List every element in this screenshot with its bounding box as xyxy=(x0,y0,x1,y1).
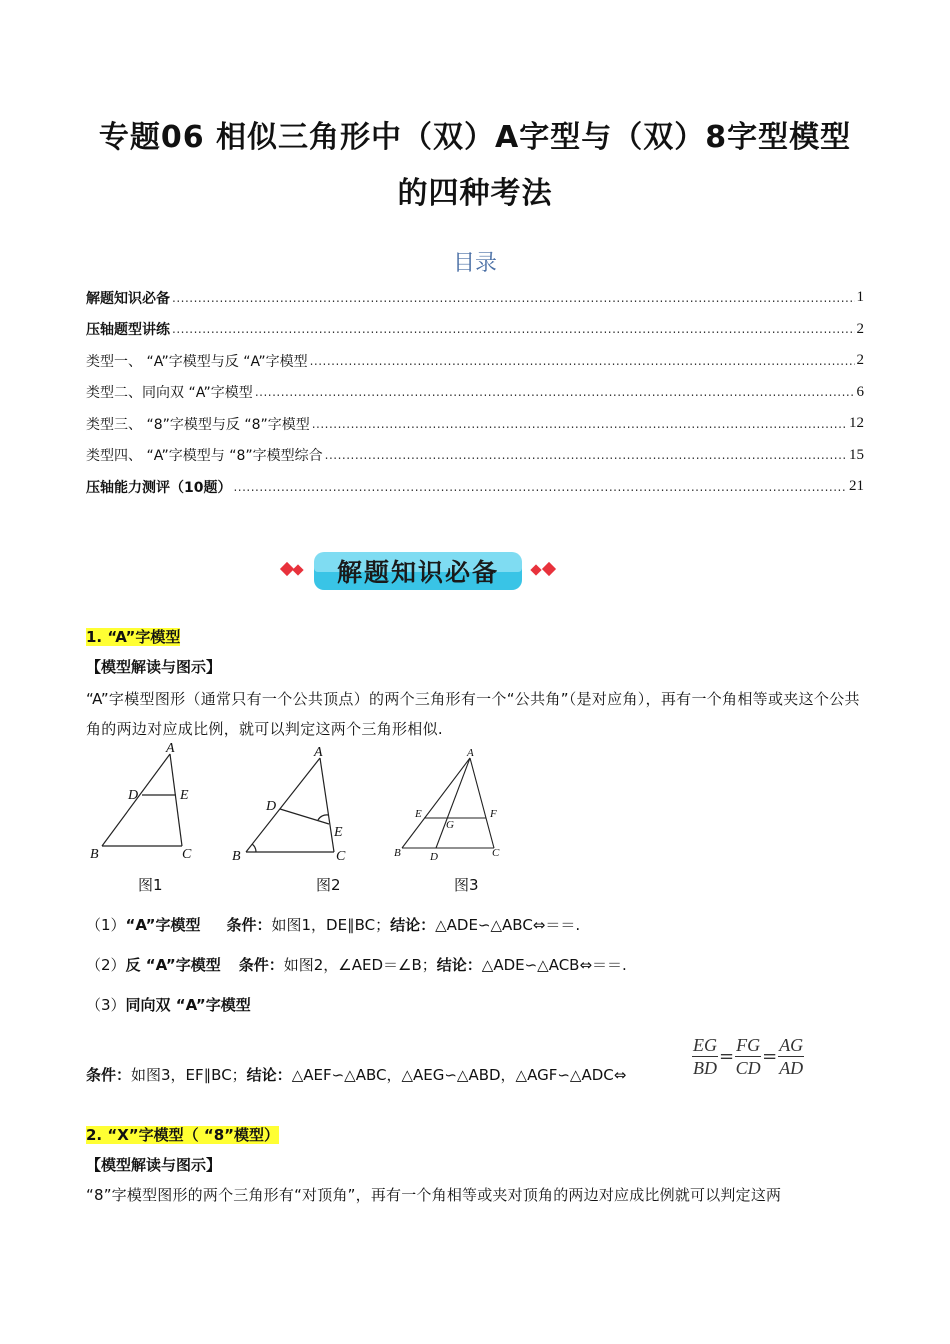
fraction-numerator: FG xyxy=(736,1035,761,1055)
toc-entry[interactable] xyxy=(86,471,864,503)
toc-leader xyxy=(310,354,855,368)
fig3-label: E xyxy=(415,808,422,820)
toc-entry-label: 类型四、 “A”字模型与 “8”字模型综合 xyxy=(86,448,323,465)
fig1-label: B xyxy=(90,847,99,862)
fig3-segment-ad xyxy=(436,758,470,848)
fig2-label: B xyxy=(232,849,241,864)
toc-entry-page: 1 xyxy=(856,289,864,306)
figure-3-caption: 图3 xyxy=(454,876,479,894)
figure-1 xyxy=(88,740,208,868)
diamond-icon xyxy=(542,562,556,576)
section2-heading: 2. “X”字模型（ “8”模型） xyxy=(86,1126,280,1144)
item-prefix: （2） xyxy=(86,956,126,974)
toc-entry[interactable] xyxy=(86,345,864,377)
table-of-contents xyxy=(86,282,864,503)
figure-1-caption: 图1 xyxy=(138,876,163,894)
equals-sign: = xyxy=(762,1046,778,1067)
toc-entry[interactable] xyxy=(86,282,864,314)
item-name: 同向双 “A”字模型 xyxy=(125,996,251,1014)
item-condition-label: 条件： xyxy=(226,916,272,934)
fig2-label: E xyxy=(334,825,343,840)
toc-leader xyxy=(172,322,855,336)
toc-entry-label: 类型一、 “A”字模型与反 “A”字模型 xyxy=(86,353,308,370)
fraction xyxy=(778,1034,804,1079)
toc-entry-page: 2 xyxy=(856,352,864,369)
fig2-label: D xyxy=(266,799,277,814)
toc-leader xyxy=(255,385,855,399)
fraction-denominator: CD xyxy=(735,1058,761,1078)
model-item-2 xyxy=(86,954,866,975)
fig3-label: G xyxy=(446,819,454,831)
figure-2-caption: 图2 xyxy=(316,876,341,894)
fraction-denominator: BD xyxy=(693,1058,717,1078)
fig1-label: A xyxy=(166,741,175,756)
fig3-side-ac xyxy=(470,758,494,848)
fig3-label: C xyxy=(492,847,500,859)
toc-leader xyxy=(233,480,847,494)
ratio-equation xyxy=(692,1034,804,1079)
figure-2 xyxy=(228,744,358,868)
section1-paragraph: “A”字模型图形（通常只有一个公共顶点）的两个三角形有一个“公共角”（是对应角），再有一个角相等或夹这个公共角的两边对应成比例，就可以判定这两个三角形相似. xyxy=(86,690,860,738)
figure-3 xyxy=(390,744,514,868)
document-title-line1: 专题06 相似三角形中（双）A字型与（双）8字型模型 xyxy=(98,120,852,155)
toc-entry-page: 6 xyxy=(856,383,864,400)
item-condition-label: 条件： xyxy=(86,1066,132,1084)
toc-entry[interactable] xyxy=(86,408,864,440)
fig3-label: D xyxy=(430,851,438,863)
toc-heading: 目录 xyxy=(452,251,497,276)
toc-entry-page: 2 xyxy=(856,320,864,337)
equals-sign: = xyxy=(719,1046,735,1067)
fraction xyxy=(692,1034,718,1079)
fraction xyxy=(735,1034,761,1079)
fig3-side-ab xyxy=(402,758,470,848)
toc-entry[interactable] xyxy=(86,314,864,346)
fig2-side-ac xyxy=(320,758,334,852)
item-prefix: （1） xyxy=(86,916,126,934)
fig1-label: C xyxy=(182,847,192,862)
item-name: “A”字模型 xyxy=(125,916,201,934)
item-condition-label: 条件： xyxy=(238,956,284,974)
item-condition: 如图2，∠AED＝∠B； xyxy=(283,956,437,974)
section1-heading: 1. “A”字模型 xyxy=(86,628,181,646)
fraction-numerator: AG xyxy=(779,1035,804,1055)
fig2-label: A xyxy=(314,745,323,760)
toc-leader xyxy=(312,417,847,431)
section2-subheading: 【模型解读与图示】 xyxy=(86,1156,222,1174)
document-title-line2: 的四种考法 xyxy=(397,176,553,211)
fig2-side-ab xyxy=(246,758,320,852)
toc-leader xyxy=(172,291,855,305)
toc-entry-label: 压轴题型讲练 xyxy=(86,322,170,339)
toc-entry[interactable] xyxy=(86,440,864,472)
toc-entry-page: 21 xyxy=(849,478,864,495)
diamond-icon xyxy=(530,564,541,575)
fig1-label: D xyxy=(128,788,139,803)
toc-entry-page: 15 xyxy=(849,446,864,463)
item-conclusion: △ADE∽△ABC⇔＝＝. xyxy=(435,916,581,934)
item-conclusion: △ADE∽△ACB⇔＝＝. xyxy=(481,956,627,974)
toc-entry-page: 12 xyxy=(849,415,864,432)
fig3-label: F xyxy=(490,808,497,820)
section2-heading-line xyxy=(86,1124,866,1145)
toc-entry[interactable] xyxy=(86,377,864,409)
fig3-label: B xyxy=(394,847,401,859)
item-condition: 如图3，EF∥BC； xyxy=(131,1066,247,1084)
diamond-icon xyxy=(292,564,303,575)
section-banner xyxy=(278,548,560,594)
toc-entry-label: 压轴能力测评（10题） xyxy=(86,479,232,496)
fig2-angle-e-mark xyxy=(318,815,328,820)
model-item-1 xyxy=(86,914,866,935)
toc-entry-label: 解题知识必备 xyxy=(86,290,170,307)
fig2-angle-b-mark xyxy=(252,844,256,852)
toc-entry-label: 类型二、同向双 “A”字模型 xyxy=(86,385,253,402)
fig1-label: E xyxy=(180,788,189,803)
toc-leader xyxy=(325,448,847,462)
fraction-denominator: AD xyxy=(779,1058,804,1078)
fig3-label: A xyxy=(467,747,474,759)
item-condition: 如图1，DE∥BC； xyxy=(271,916,391,934)
section2-paragraph: “8”字模型图形的两个三角形有“对顶角”，再有一个角相等或夹对顶角的两边对应成比例就可以判定这两 xyxy=(86,1186,782,1204)
fraction-numerator: EG xyxy=(693,1035,717,1055)
item-conclusion-label: 结论： xyxy=(390,916,436,934)
section1-subheading: 【模型解读与图示】 xyxy=(86,658,222,676)
item-conclusion-label: 结论： xyxy=(246,1066,292,1084)
toc-entry-label: 类型三、 “8”字模型与反 “8”字模型 xyxy=(86,416,310,433)
fig2-label: C xyxy=(336,849,346,864)
item-prefix: （3） xyxy=(86,996,126,1014)
item-conclusion-label: 结论： xyxy=(436,956,482,974)
item-name: 反 “A”字模型 xyxy=(125,956,221,974)
banner-text: 解题知识必备 xyxy=(336,558,499,587)
item-conclusion: △AEF∽△ABC，△AEG∽△ABD，△AGF∽△ADC⇔ xyxy=(291,1066,627,1084)
section1-heading-line xyxy=(86,626,866,647)
model-item-3 xyxy=(86,994,866,1015)
